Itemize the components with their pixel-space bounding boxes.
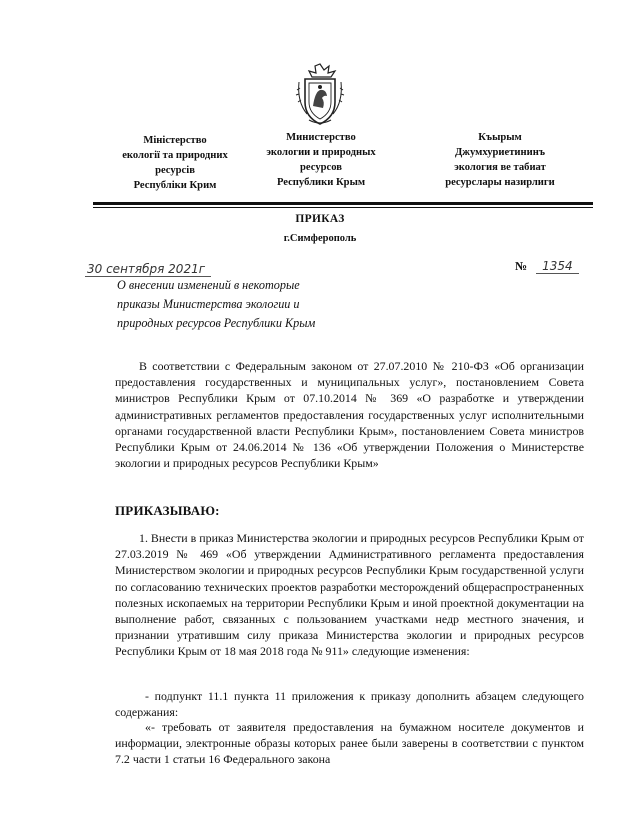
subitem-paragraph: - подпункт 11.1 пункта 11 приложения к приказу дополнить абзацем следующего содержания:: [115, 689, 584, 720]
handwritten-number: 1354: [536, 259, 579, 274]
ministry-name-ukrainian: Міністерство екології та природних ресурсів Республіки Крим: [122, 135, 228, 191]
item-1-paragraph: 1. Внести в приказ Министерства экологии и природных ресурсов Республики Крым от 27.03.2019 № 469 «Об утверждении Административного регламента предоставления Министерством экологии и природных ресурсов Республики Крым государственной услуги по согласованию технических проектов разработки месторождений общераспространенных полезных ископаемых на территории Республики Крым и иной проектной документации на выполнение работ, связанных с пользованием участками недр местного значения, и признании утратившим силу приказа Министерства экологии и природных ресурсов Республики Крым от 18 мая 2018 года № 911» следующие изменения:: [115, 531, 584, 659]
number-label: №: [515, 259, 528, 273]
coat-of-arms-icon: [295, 62, 345, 126]
ministry-name-russian: Министерство экологии и природных ресурсов Республики Крым: [266, 132, 376, 188]
order-subject: О внесении изменений в некоторые приказы Министерства экологии и природных ресурсов Республики Крым: [117, 278, 316, 330]
order-heading: ПРИКАЗЫВАЮ:: [115, 503, 220, 518]
ministry-name-crimean-tatar: Къырым Джумхуриетининъ экология ве табиат ресурслары назирлиги: [445, 132, 555, 188]
header-divider-thin: [93, 207, 593, 208]
order-title: ПРИКАЗ: [295, 213, 345, 225]
header-divider-thick: [93, 202, 593, 205]
order-city: г.Симферополь: [283, 233, 357, 244]
subitem-quote-paragraph: «- требовать от заявителя предоставления на бумажном носителе документов и информации, электронные образы которых ранее были заверены в соответствии с пунктом 7.2 части 1 статьи 16 Федерального закона: [115, 720, 584, 767]
handwritten-date: 30 сентября 2021г: [85, 262, 211, 277]
basis-paragraph: В соответствии с Федеральным законом от 27.07.2010 № 210-ФЗ «Об организации предоставления государственных и муниципальных услуг», постановлением Совета министров Республики Крым от 07.10.2014 № 369 «О разработке и утверждении административных регламентов предоставления государственных услуг исполнительными органами государственной власти Республики Крым», постановлением Совета министров Республики Крым от 24.06.2014 № 136 «Об утверждении Положения о Министерстве экологии и природных ресурсов Республики Крым»: [115, 359, 584, 471]
order-number: [515, 259, 579, 274]
